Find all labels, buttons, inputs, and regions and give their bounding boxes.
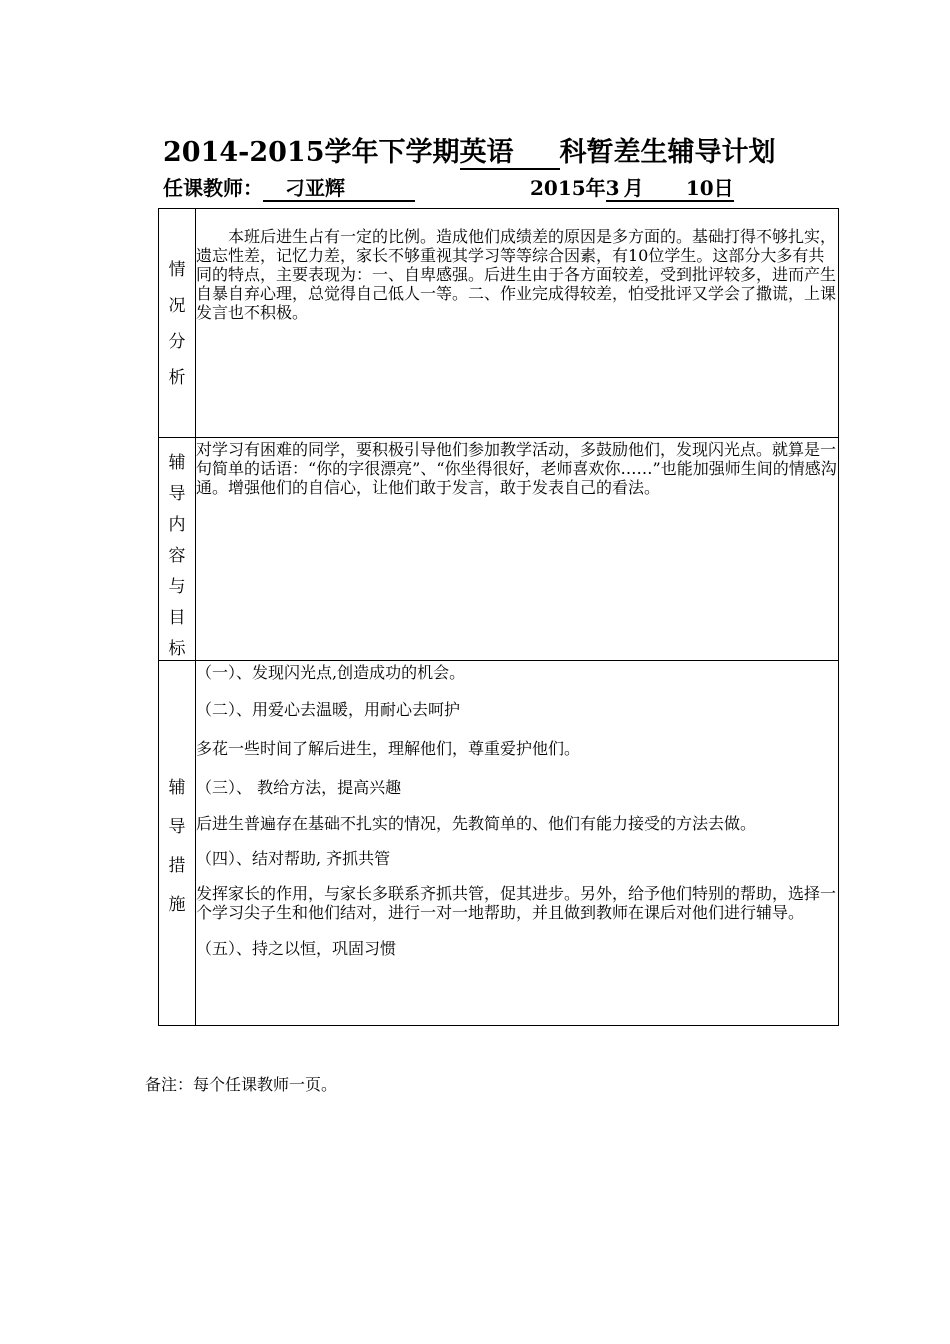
measure-item: （三）、 教给方法，提高兴趣 [196,778,402,797]
label-char: 辅 [168,778,186,798]
title-prefix: 2014-2015学年下学期 [163,137,460,168]
measure-item: （二）、用爱心去温暖，用耐心去呵护 [196,700,461,719]
measure-item: 多花一些时间了解后进生，理解他们，尊重爱护他们。 [196,739,581,758]
measures-content [196,661,839,1026]
measure-item: 后进生普遍存在基础不扎实的情况，先教简单的、他们有能力接受的方法去做。 [196,814,757,833]
date-day: 10 [644,177,714,202]
plan-table [158,208,839,1026]
label-char: 导 [168,817,186,837]
content-row [159,438,839,661]
content-label [159,438,196,661]
teacher-line [163,172,415,202]
label-char: 导 [168,484,186,504]
situation-label [159,209,196,438]
measure-item: （五）、持之以恒，巩固习惯 [196,939,397,958]
subject-field: 英语 [460,138,560,170]
date-year: 2015年 [530,176,606,200]
label-char: 辅 [168,453,186,473]
date-day-unit: 日 [713,176,734,200]
measures-row [159,661,839,1026]
label-char: 析 [168,368,186,388]
situation-content [196,209,839,438]
situation-row [159,209,839,438]
measure-item: （一）、发现闪光点,创造成功的机会。 [196,663,466,682]
label-char: 与 [168,577,186,597]
page-title [163,130,776,170]
label-char: 况 [168,296,186,316]
situation-text: 本班后进生占有一定的比例。造成他们成绩差的原因是多方面的。基础打得不够扎实，遗忘性差，记忆力差，家长不够重视其学习等等综合因素，有10位学生。这部分大多有共同的特点，主要表现为：一、自卑感强。后进生由于各方面较差，受到批评较多，进而产生自暴自弃心理，总觉得自己低人一等。二、作业完成得较差，怕受批评又学会了撒谎，上课发言也不积极。 [196,227,837,322]
label-char: 内 [168,515,186,535]
label-char: 措 [168,856,186,876]
date-month-unit: 月 [623,176,644,200]
title-suffix: 科暂差生辅导计划 [559,137,776,168]
label-char: 容 [168,546,186,566]
content-content [196,438,839,661]
label-char: 标 [168,639,186,659]
label-char: 施 [168,895,186,915]
content-text: 对学习有困难的同学，要积极引导他们参加教学活动，多鼓励他们，发现闪光点。就算是一句简单的话语：“你的字很漂亮”、“你坐得很好，老师喜欢你……”也能加强师生间的情感沟通。增强他们的自信心，让他们敢于发言，敢于发表自己的看法。 [196,440,837,497]
measures-label [159,661,196,1026]
label-char: 目 [168,608,186,628]
measure-item: （四）、结对帮助, 齐抓共管 [196,849,391,868]
label-char: 分 [168,332,186,352]
label-char: 情 [168,260,186,280]
teacher-label: 任课教师： [163,176,263,200]
teacher-name: 刁亚辉 [263,177,415,202]
measure-item: 发挥家长的作用，与家长多联系齐抓共管，促其进步。另外，给予他们特别的帮助，选择一个学习尖子生和他们结对，进行一对一地帮助，并且做到教师在课后对他们进行辅导。 [196,884,837,922]
footnote: 备注：每个任课教师一页。 [145,1075,338,1094]
date-month: 3 [606,177,624,202]
date-line [530,172,734,202]
